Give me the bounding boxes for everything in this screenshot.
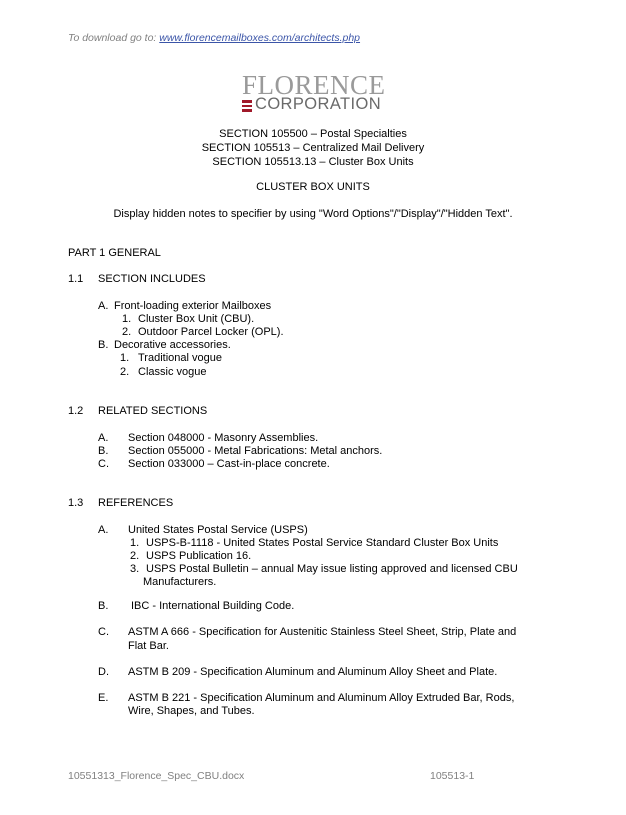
s11-a2-mark: 2.: [122, 326, 132, 338]
s13-e-continuation: Wire, Shapes, and Tubes.: [128, 705, 255, 717]
s11-a-text: Front-loading exterior Mailboxes: [114, 300, 272, 312]
s11-b2-text: Classic vogue: [138, 366, 207, 378]
s13-a3-mark: 3.: [130, 563, 140, 575]
section-1-3-number: 1.3: [68, 497, 84, 509]
s13-a-mark: A.: [98, 524, 109, 536]
s13-a2-text: USPS Publication 16.: [146, 550, 252, 562]
s12-b-mark: B.: [98, 445, 109, 457]
s12-c-text: Section 033000 – Cast-in-place concrete.: [128, 458, 330, 470]
logo-florence-text: FLORENCE: [242, 70, 386, 100]
s11-b-text: Decorative accessories.: [114, 339, 231, 351]
s13-c-text: ASTM A 666 - Specification for Austenitic Stainless Steel Sheet, Strip, Plate and: [128, 626, 517, 638]
s12-a-mark: A.: [98, 432, 109, 444]
s11-a2-text: Outdoor Parcel Locker (OPL).: [138, 326, 284, 338]
s13-d-text: ASTM B 209 - Specification Aluminum and Aluminum Alloy Sheet and Plate.: [128, 666, 498, 678]
section-1-2-title: RELATED SECTIONS: [98, 405, 208, 417]
s12-a-text: Section 048000 - Masonry Assemblies.: [128, 432, 319, 444]
section-line-1: SECTION 105500 – Postal Specialties: [219, 128, 407, 140]
section-1-3-title: REFERENCES: [98, 497, 174, 509]
s13-d-mark: D.: [98, 666, 109, 678]
s13-a3-continuation: Manufacturers.: [143, 576, 217, 588]
logo-corporation-text: CORPORATION: [255, 95, 382, 113]
s13-a1-text: USPS-B-1118 - United States Postal Service Standard Cluster Box Units: [146, 537, 499, 549]
s11-b1-mark: 1.: [120, 352, 130, 364]
s13-c-continuation: Flat Bar.: [128, 640, 169, 652]
s13-b-mark: B.: [98, 600, 109, 612]
florence-logo: [242, 72, 387, 114]
s11-b2-mark: 2.: [120, 366, 130, 378]
section-1-1-number: 1.1: [68, 273, 84, 285]
footer-filename: 10551313_Florence_Spec_CBU.docx: [68, 770, 245, 782]
s13-e-text: ASTM B 221 - Specification Aluminum and Aluminum Alloy Extruded Bar, Rods,: [128, 692, 515, 704]
section-line-3: SECTION 105513.13 – Cluster Box Units: [212, 156, 414, 168]
s13-a3-text: USPS Postal Bulletin – annual May issue listing approved and licensed CBU: [146, 563, 518, 575]
s11-a-mark: A.: [98, 300, 109, 312]
section-line-2: SECTION 105513 – Centralized Mail Delivery: [201, 142, 425, 154]
download-note: [68, 32, 360, 44]
section-1-1-title: SECTION INCLUDES: [98, 273, 206, 285]
s13-a2-mark: 2.: [130, 550, 140, 562]
download-prefix: To download go to:: [68, 32, 160, 44]
section-1-2-number: 1.2: [68, 405, 84, 417]
download-link[interactable]: www.florencemailboxes.com/architects.php: [159, 32, 361, 44]
logo-bars-icon: [242, 98, 252, 112]
s13-a1-mark: 1.: [130, 537, 140, 549]
s12-b-text: Section 055000 - Metal Fabrications: Metal anchors.: [128, 445, 383, 457]
s13-a-text: United States Postal Service (USPS): [128, 524, 308, 536]
s11-b1-text: Traditional vogue: [138, 352, 222, 364]
part-heading: PART 1 GENERAL: [68, 247, 161, 259]
s13-e-mark: E.: [98, 692, 109, 704]
s11-a1-mark: 1.: [122, 313, 132, 325]
s11-a1-text: Cluster Box Unit (CBU).: [138, 313, 255, 325]
hidden-text-note: Display hidden notes to specifier by using "Word Options"/"Display"/"Hidden Text".: [113, 208, 513, 220]
s11-b-mark: B.: [98, 339, 109, 351]
s13-c-mark: C.: [98, 626, 109, 638]
s12-c-mark: C.: [98, 458, 109, 470]
footer-page-number: 105513-1: [430, 770, 475, 782]
document-title: CLUSTER BOX UNITS: [256, 181, 370, 193]
s13-b-text: IBC - International Building Code.: [131, 600, 295, 612]
